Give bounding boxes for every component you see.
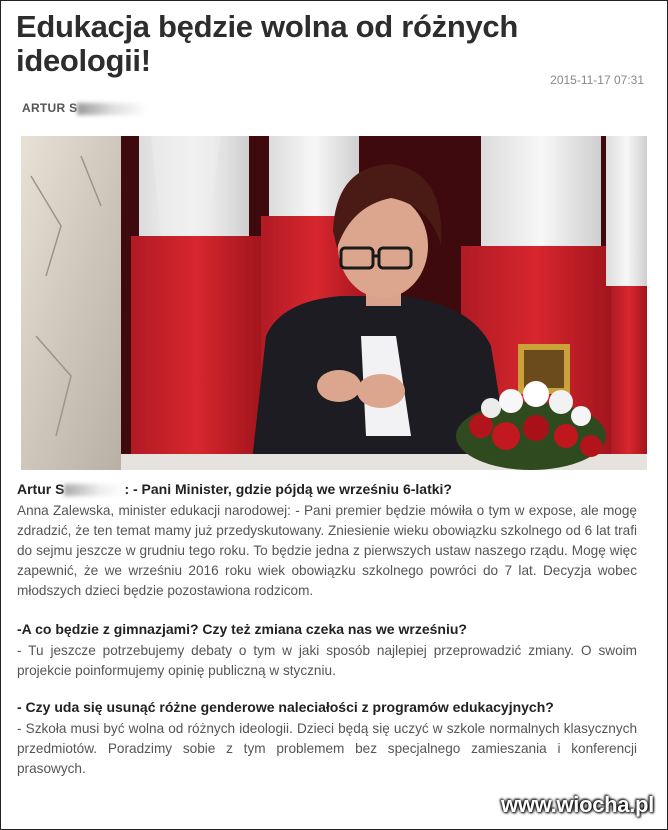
interview-answer: Anna Zalewska, minister edukacji narodowej: - Pani premier będzie mówiła o tym w expose, ale mogę zdradzić, że ten temat mamy już przedyskutowany. Zniesienie wieku obowiązku szkolnego od 6 lat trafi do sejmu jeszcze w grudniu tego roku. To będzie jedna z pierwszych ustaw naszego rządu. Mogę więc zapewnić, że we wrześniu 2016 roku wiek obowiązku szkolnego powróci do 7 lat. Decyzja wobec młodszych dzieci będzie pozostawiona rodzicom. [17,503,637,598]
interview-question: - Czy uda się usunąć różne genderowe naleciałości z programów edukacyjnych? [17,699,554,715]
interview-block [17,481,637,601]
redacted-surname [77,103,147,115]
interview-block [17,621,637,681]
redacted-surname [64,484,124,496]
interview-answer: - Szkoła musi być wolna od różnych ideologii. Dzieci będą się uczyć w szkole normalnych klasycznych przedmiotów. Poradzimy sobie z tym problemem bez specjalnego zamieszania i konferencji prasowych. [17,721,637,776]
interview-question: Artur S : - Pani Minister, gdzie pójdą we wrześniu 6-latki? [17,481,452,497]
article-photo [21,136,647,470]
site-watermark: www.wiocha.pl [501,792,654,817]
article-date: 2015-11-17 07:31 [550,73,644,87]
interview-answer: - Tu jeszcze potrzebujemy debaty o tym w jaki sposób najlepiej przeprowadzić zmiany. O swoim projekcie poinformujemy opinię publiczną w styczniu. [17,643,637,678]
interview-content [17,481,637,797]
interview-block [17,699,637,779]
author-name: ARTUR S [22,101,78,115]
article-title: Edukacja będzie wolna od różnych ideologii! [16,9,519,78]
interview-question: -A co będzie z gimnazjami? Czy też zmiana czeka nas we wrześniu? [17,621,467,637]
photo-politician-signing [21,136,647,470]
article-author[interactable] [22,101,147,115]
